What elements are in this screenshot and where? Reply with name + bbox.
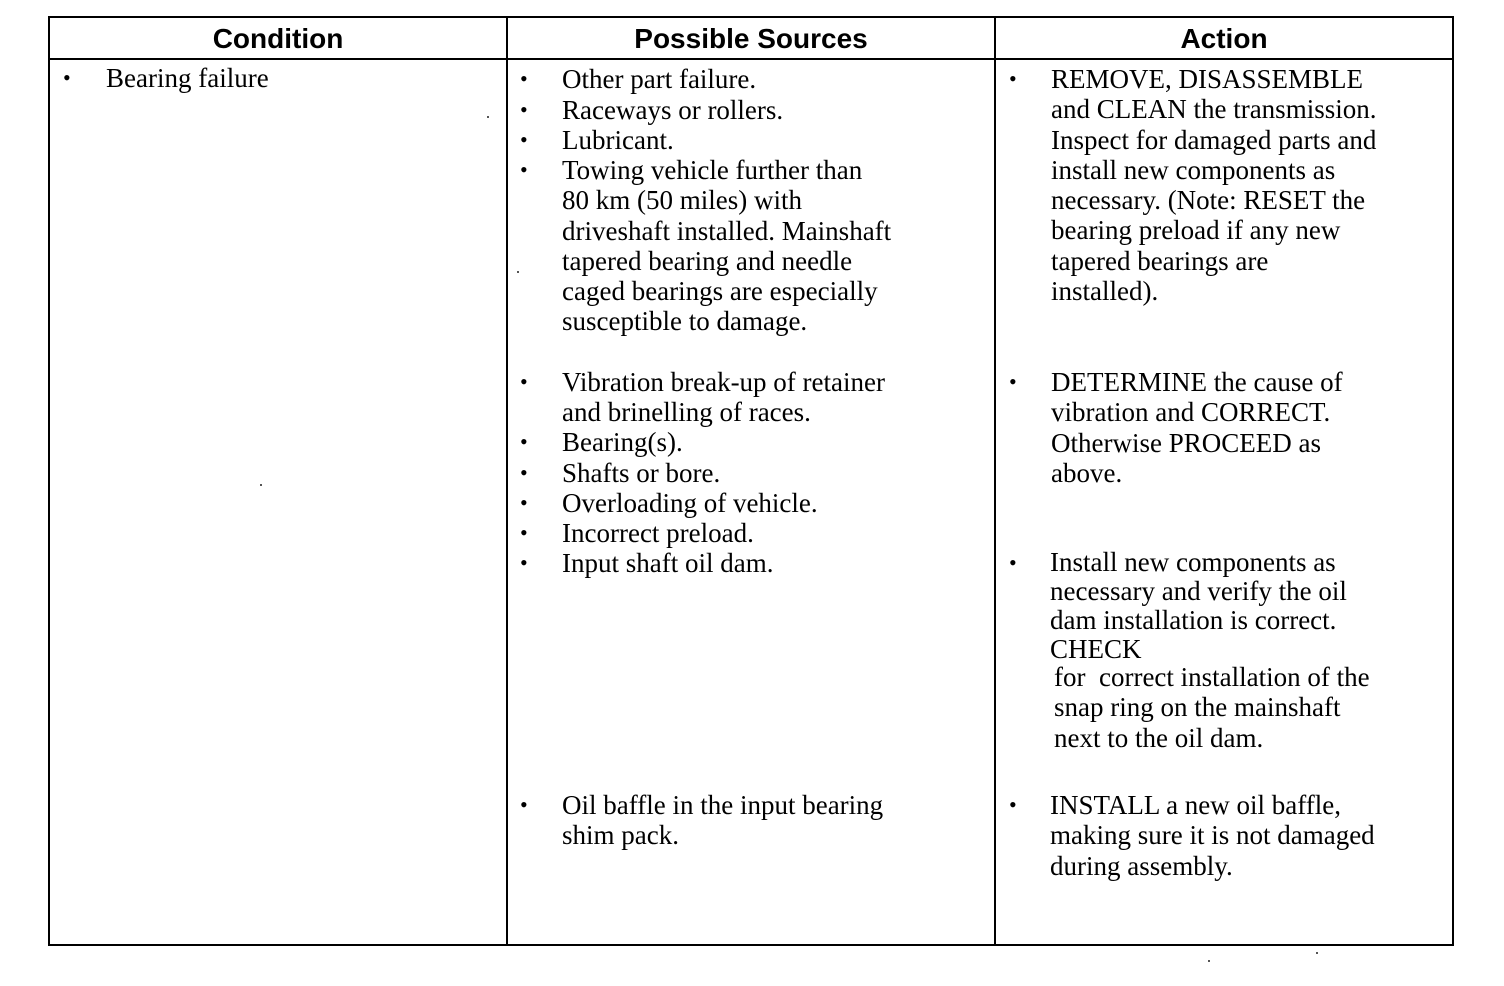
source-bullet: •: [520, 520, 528, 545]
source-bullet: •: [520, 550, 528, 575]
scan-speck: [260, 484, 262, 486]
source-item: Oil baffle in the input bearing shim pack.: [562, 790, 884, 851]
condition-bullet: •: [63, 65, 71, 90]
action-text: INSTALL a new oil baffle, making sure it is not damaged during assembly.: [1050, 790, 1375, 881]
source-item: Incorrect preload.: [562, 518, 754, 548]
action-bullet: •: [1009, 550, 1017, 575]
scan-speck: [517, 271, 519, 273]
column-divider-1: [506, 18, 508, 944]
source-item: Raceways or rollers.: [562, 95, 784, 125]
source-item: Input shaft oil dam.: [562, 548, 774, 578]
source-bullet: •: [520, 369, 528, 394]
source-item: Shafts or bore.: [562, 458, 721, 488]
action-text: DETERMINE the cause of vibration and CORRECT. Otherwise PROCEED as above.: [1051, 367, 1343, 488]
source-item: Towing vehicle further than 80 km (50 miles) with driveshaft installed. Mainshaft tapered bearing and needle caged bearings are especially susceptible to damage.: [562, 155, 892, 337]
scan-speck: [1208, 960, 1210, 962]
source-bullet: •: [520, 460, 528, 485]
header-action: Action: [1180, 23, 1268, 54]
action-bullet: •: [1009, 792, 1017, 817]
action-bullet: •: [1009, 66, 1017, 91]
source-bullet: •: [520, 157, 528, 182]
action-text: REMOVE, DISASSEMBLE and CLEAN the transmission. Inspect for damaged parts and install new components as necessary. (Note: RESET the bearing preload if any new tapered bearings are installed).: [1051, 64, 1377, 307]
source-item: Bearing(s).: [562, 427, 683, 457]
source-bullet: •: [520, 66, 528, 91]
scan-speck: [487, 116, 489, 118]
action-text-continued: for correct installation of the snap ring on the mainshaft next to the oil dam.: [1054, 662, 1370, 753]
header-condition: Condition: [212, 23, 344, 54]
source-bullet: •: [520, 97, 528, 122]
scan-speck: [1316, 952, 1318, 954]
source-bullet: •: [520, 490, 528, 515]
source-bullet: •: [520, 127, 528, 152]
action-bullet: •: [1009, 369, 1017, 394]
source-bullet: •: [520, 792, 528, 817]
header-possible-sources: Possible Sources: [634, 23, 868, 54]
source-item: Vibration break-up of retainer and brinelling of races.: [562, 367, 885, 428]
source-bullet: •: [520, 429, 528, 454]
column-divider-2: [994, 18, 996, 944]
header-divider: [50, 58, 1452, 60]
source-item: Overloading of vehicle.: [562, 488, 818, 518]
source-item: Lubricant.: [562, 125, 674, 155]
source-item: Other part failure.: [562, 64, 757, 94]
condition-text: Bearing failure: [106, 63, 269, 93]
action-text: Install new components as necessary and verify the oil dam installation is correct. CHECK: [1050, 547, 1347, 664]
